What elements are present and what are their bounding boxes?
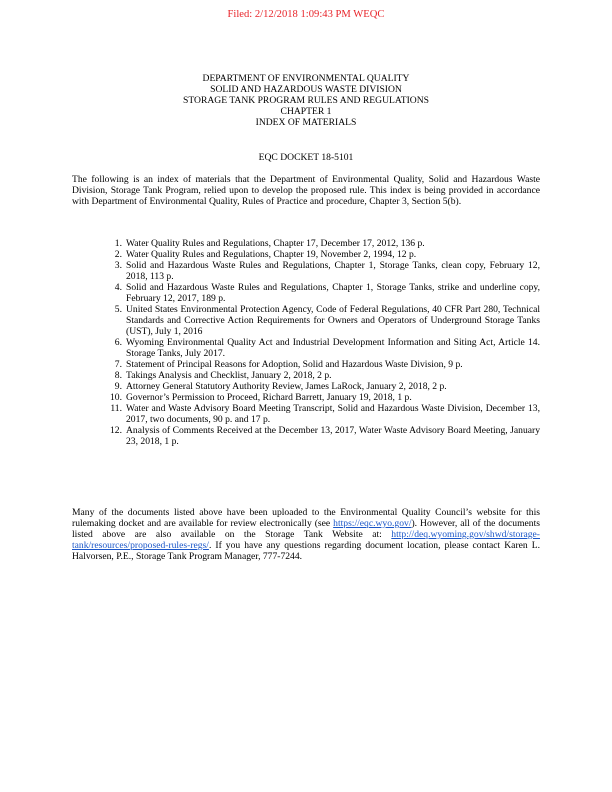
document-header: [0, 73, 612, 128]
list-item: [106, 304, 540, 337]
item-text: Attorney General Statutory Authority Review, James LaRock, January 2, 2018, 2 p.: [126, 381, 447, 392]
list-item: [106, 403, 540, 425]
intro-paragraph: The following is an index of materials that the Department of Environmental Quality, Solid and Hazardous Waste Division, Storage Tank Program, relied upon to develop the proposed rule. This index is being provided in accordance with Department of Environmental Quality, Rules of Practice and procedure, Chapter 3, Section 5(b).: [72, 174, 540, 207]
eqc-website-link[interactable]: https://eqc.wyo.gov/: [333, 518, 412, 529]
list-item: [106, 282, 540, 304]
item-text: Takings Analysis and Checklist, January 2, 2018, 2 p.: [126, 370, 332, 381]
materials-list: [106, 238, 540, 447]
header-title: INDEX OF MATERIALS: [255, 117, 357, 128]
header-division: SOLID AND HAZARDOUS WASTE DIVISION: [210, 84, 402, 95]
list-item: [106, 392, 540, 403]
item-number: 3.: [114, 260, 122, 271]
item-number: 9.: [114, 381, 122, 392]
item-number: 8.: [114, 370, 122, 381]
list-item: [106, 249, 540, 260]
list-item: [106, 260, 540, 282]
closing-text-3: . If you have any questions regarding document location, please contact Karen L. Halvorsen, P.E., Storage Tank Program Manager, 777-7244.: [72, 540, 540, 562]
item-text: Water and Waste Advisory Board Meeting Transcript, Solid and Hazardous Waste Division, December 13, 2017, two documents, 90 p. and 17 p.: [126, 403, 540, 425]
item-number: 5.: [114, 304, 122, 315]
closing-paragraph: [72, 507, 540, 562]
list-item: [106, 381, 540, 392]
item-number: 11.: [110, 403, 122, 414]
header-chapter: CHAPTER 1: [280, 106, 332, 117]
item-text: Analysis of Comments Received at the December 13, 2017, Water Waste Advisory Board Meeting, January 23, 2018, 1 p.: [126, 425, 540, 447]
header-department: DEPARTMENT OF ENVIRONMENTAL QUALITY: [202, 73, 410, 84]
filed-stamp: Filed: 2/12/2018 1:09:43 PM WEQC: [227, 9, 385, 20]
list-item: [106, 337, 540, 359]
closing-text-1: Many of the documents listed above have been uploaded to the Environmental Quality Council’s website for this rulemaking docket and are available for review electronically (see: [72, 507, 540, 529]
storage-tank-website-link[interactable]: http://deq.wyoming.gov/shwd/storage-tank/resources/proposed-rules-regs/: [72, 529, 540, 551]
item-text: Water Quality Rules and Regulations, Chapter 17, December 17, 2012, 136 p.: [126, 238, 425, 249]
docket-number: EQC DOCKET 18-5101: [258, 152, 354, 163]
item-text: Solid and Hazardous Waste Rules and Regulations, Chapter 1, Storage Tanks, strike and underline copy, February 12, 2017, 189 p.: [126, 282, 540, 304]
header-program: STORAGE TANK PROGRAM RULES AND REGULATIONS: [183, 95, 429, 106]
item-text: Solid and Hazardous Waste Rules and Regulations, Chapter 1, Storage Tanks, clean copy, February 12, 2018, 113 p.: [126, 260, 540, 282]
item-text: Statement of Principal Reasons for Adoption, Solid and Hazardous Waste Division, 9 p.: [126, 359, 463, 370]
list-item: [106, 359, 540, 370]
item-number: 10.: [110, 392, 122, 403]
list-item: [106, 238, 540, 249]
item-number: 6.: [114, 337, 122, 348]
closing-text-2: ). However, all of the documents listed above are also available on the Storage Tank Website at:: [72, 518, 540, 540]
item-number: 7.: [114, 359, 122, 370]
item-text: Water Quality Rules and Regulations, Chapter 19, November 2, 1994, 12 p.: [126, 249, 417, 260]
item-number: 2.: [114, 249, 122, 260]
item-number: 1.: [114, 238, 122, 249]
item-text: Wyoming Environmental Quality Act and Industrial Development Information and Siting Act, Article 14. Storage Tanks, July 2017.: [126, 337, 540, 359]
item-text: United States Environmental Protection Agency, Code of Federal Regulations, 40 CFR Part 280, Technical Standards and Corrective Action Requirements for Owners and Operators of Underground Storage Tanks (UST), July 1, 2016: [126, 304, 540, 337]
item-number: 12.: [110, 425, 122, 436]
list-item: [106, 425, 540, 447]
item-text: Governor’s Permission to Proceed, Richard Barrett, January 19, 2018, 1 p.: [126, 392, 412, 403]
item-number: 4.: [114, 282, 122, 293]
list-item: [106, 370, 540, 381]
